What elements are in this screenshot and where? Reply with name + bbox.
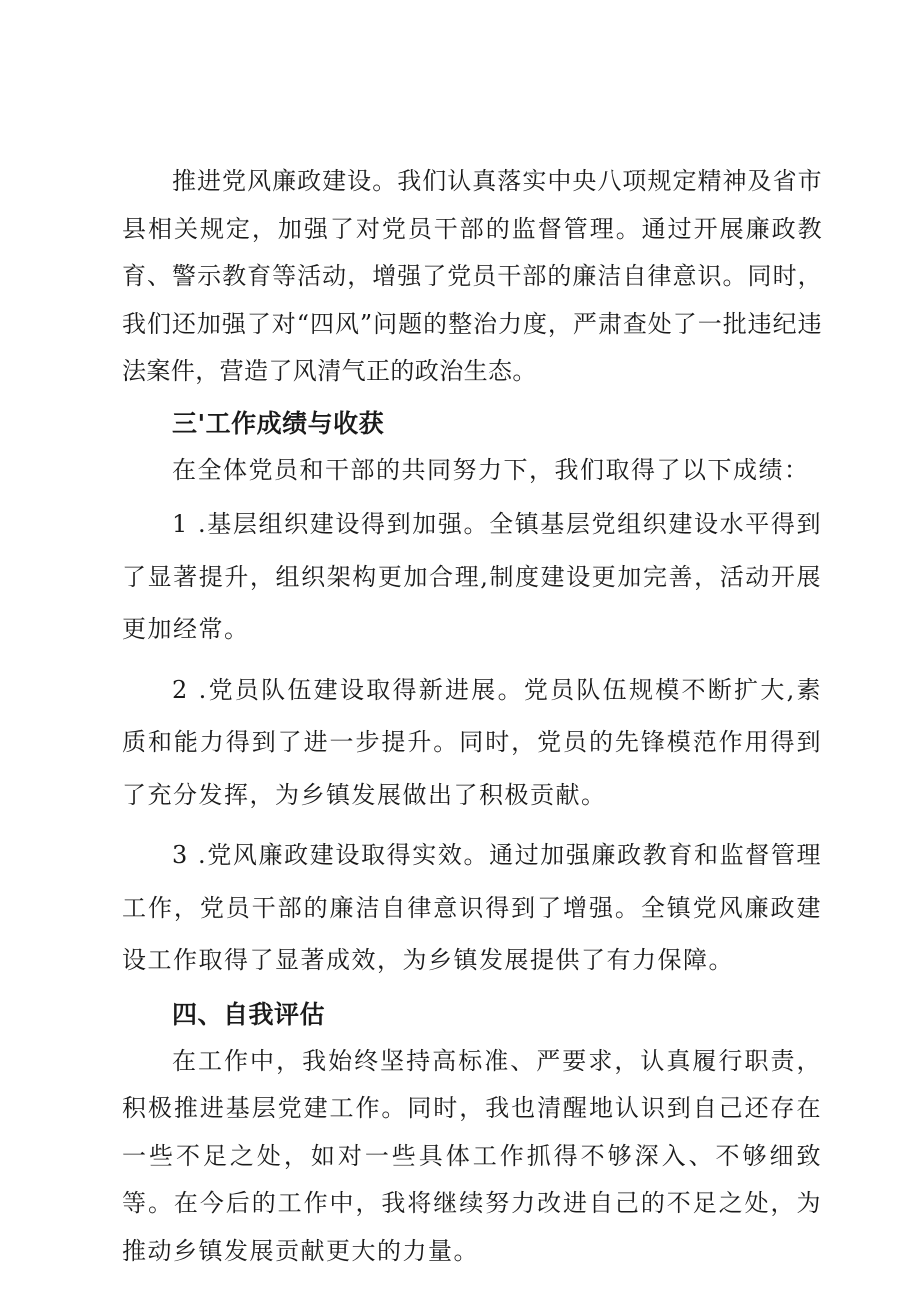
section-3-item-1: 1 .基层组织建设得到加强。全镇基层党组织建设水平得到了显著提升，组织架构更加合理,制度建设更加完善，活动开展更加经常。: [122, 510, 822, 643]
section-3-lead: 在全体党员和干部的共同努力下，我们取得了以下成绩：: [172, 455, 810, 484]
section-3-heading: 三'工作成绩与收获: [172, 408, 385, 438]
section-4-heading: 四、自我评估: [172, 999, 326, 1029]
section-3-item-2: 2 .党员队伍建设取得新进展。党员队伍规模不断扩大,素质和能力得到了进一步提升。同时，党员的先锋模范作用得到了充分发挥，为乡镇发展做出了积极贡献。: [122, 675, 822, 809]
section-3-item-3: 3 .党风廉政建设取得实效。通过加强廉政教育和监督管理工作，党员干部的廉洁自律意识得到了增强。全镇党风廉政建设工作取得了显著成效，为乡镇发展提供了有力保障。: [122, 841, 822, 974]
intro-paragraph: 推进党风廉政建设。我们认真落实中央八项规定精神及省市县相关规定，加强了对党员干部的监督管理。通过开展廉政教育、警示教育等活动，增强了党员干部的廉洁自律意识。同时，我们还加强了对“四风”问题的整治力度，严肃查处了一批违纪违法案件，营造了风清气正的政治生态。: [122, 167, 822, 385]
document-body: [122, 158, 822, 1275]
section-4-paragraph: 在工作中，我始终坚持高标准、严要求，认真履行职责，积极推进基层党建工作。同时，我也清醒地认识到自己还存在一些不足之处，如对一些具体工作抓得不够深入、不够细致等。在今后的工作中，我将继续努力改进自己的不足之处，为推动乡镇发展贡献更大的力量。: [122, 1046, 822, 1265]
